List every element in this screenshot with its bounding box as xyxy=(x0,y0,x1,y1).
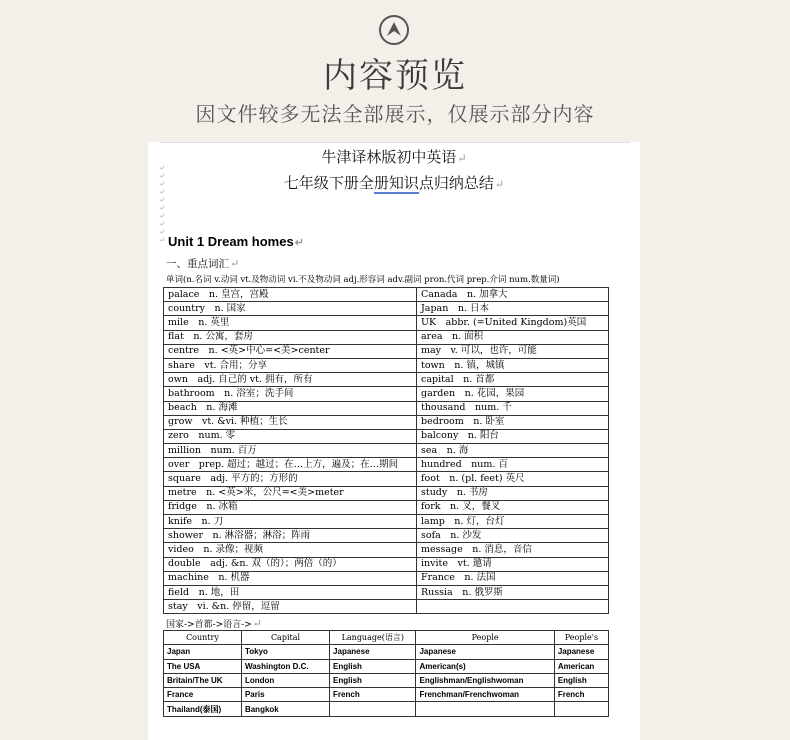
section-heading: 一、重点词汇↵ xyxy=(166,257,240,270)
country-cell: English xyxy=(554,673,608,687)
vocab-cell: sea n. 海 xyxy=(417,444,609,458)
country-row xyxy=(164,688,609,702)
document-title: 牛津译林版初中英语↵ xyxy=(321,148,467,166)
vocab-cell: France n. 法国 xyxy=(417,571,609,585)
vocab-cell xyxy=(417,600,609,614)
country-cell: Japanese xyxy=(416,645,554,659)
vocab-cell: capital n. 首都 xyxy=(417,373,609,387)
country-table xyxy=(163,630,609,717)
country-cell: France xyxy=(164,688,242,702)
vocab-cell: area n. 面积 xyxy=(417,330,609,344)
vocab-cell: beach n. 海滩 xyxy=(164,401,417,415)
country-cell: American xyxy=(554,659,608,673)
page-top-border xyxy=(160,142,630,143)
vocab-cell: study n. 书房 xyxy=(417,486,609,500)
country-cell: The USA xyxy=(164,659,242,673)
vocab-cell: Canada n. 加拿大 xyxy=(417,288,609,302)
vocab-row xyxy=(164,585,609,599)
country-cell: Englishman/Englishwoman xyxy=(416,673,554,687)
chevron-up-circle-icon[interactable] xyxy=(379,15,409,45)
vocab-cell: shower n. 淋浴器；淋浴；阵雨 xyxy=(164,529,417,543)
country-cell xyxy=(416,702,554,716)
vocab-cell: town n. 镇，城镇 xyxy=(417,358,609,372)
country-cell: English xyxy=(330,673,416,687)
country-cell: English xyxy=(330,659,416,673)
vocab-row xyxy=(164,571,609,585)
country-row xyxy=(164,659,609,673)
country-column-header: Capital xyxy=(241,631,329,645)
vocab-cell: hundred num. 百 xyxy=(417,458,609,472)
vocab-row xyxy=(164,330,609,344)
vocab-row xyxy=(164,429,609,443)
paragraph-marks: ↵ ↵ ↵ ↵ ↵ ↵ ↵ ↵ ↵ ↵ xyxy=(159,164,165,244)
vocab-cell: zero num. 零 xyxy=(164,429,417,443)
vocab-cell: country n. 国家 xyxy=(164,302,417,316)
vocab-cell: stay vi. &n. 停留，逗留 xyxy=(164,600,417,614)
vocab-row xyxy=(164,373,609,387)
vocab-cell: foot n. (pl. feet) 英尺 xyxy=(417,472,609,486)
vocab-cell: Russia n. 俄罗斯 xyxy=(417,585,609,599)
vocab-row xyxy=(164,529,609,543)
vocab-cell: lamp n. 灯，台灯 xyxy=(417,515,609,529)
countries-label: 国家->首都->语言->↵ xyxy=(166,617,262,630)
country-cell: Bangkok xyxy=(241,702,329,716)
vocab-cell: sofa n. 沙发 xyxy=(417,529,609,543)
vocab-cell: own adj. 自己的 vt. 拥有，所有 xyxy=(164,373,417,387)
vocab-cell: UK abbr. (=United Kingdom)英国 xyxy=(417,316,609,330)
country-cell: American(s) xyxy=(416,659,554,673)
country-cell: Tokyo xyxy=(241,645,329,659)
vocab-row xyxy=(164,472,609,486)
country-row xyxy=(164,673,609,687)
country-cell: Britain/The UK xyxy=(164,673,242,687)
vocab-cell: fridge n. 冰箱 xyxy=(164,500,417,514)
country-cell xyxy=(554,702,608,716)
part-of-speech-legend: 单词(n.名词 v.动词 vt.及物动词 vi.不及物动词 adj.形容词 adv.副词 pron.代词 prep.介词 num.数量词) xyxy=(166,275,560,285)
vocab-cell: balcony n. 阳台 xyxy=(417,429,609,443)
page-title: 内容预览 xyxy=(323,56,467,96)
vocab-row xyxy=(164,486,609,500)
vocab-row xyxy=(164,557,609,571)
country-row xyxy=(164,645,609,659)
country-cell: Frenchman/Frenchwoman xyxy=(416,688,554,702)
vocab-row xyxy=(164,444,609,458)
vocab-cell: machine n. 机器 xyxy=(164,571,417,585)
vocab-cell: garden n. 花园，果园 xyxy=(417,387,609,401)
vocab-row xyxy=(164,543,609,557)
country-cell: Japanese xyxy=(330,645,416,659)
country-cell: Japanese xyxy=(554,645,608,659)
vocab-cell: flat n. 公寓，套房 xyxy=(164,330,417,344)
country-cell: Thailand(泰国) xyxy=(164,702,242,716)
preview-header xyxy=(0,0,790,140)
vocab-cell: video n. 录像；视频 xyxy=(164,543,417,557)
vocab-cell: palace n. 皇宫，宫殿 xyxy=(164,288,417,302)
vocab-row xyxy=(164,600,609,614)
vocab-row xyxy=(164,500,609,514)
country-cell: Japan xyxy=(164,645,242,659)
vocabulary-table xyxy=(163,287,609,614)
vocab-cell: over prep. 超过；越过；在…上方，遍及；在…期间 xyxy=(164,458,417,472)
vocab-row xyxy=(164,344,609,358)
vocab-row xyxy=(164,401,609,415)
vocab-cell: bathroom n. 浴室；洗手间 xyxy=(164,387,417,401)
document-preview xyxy=(148,142,640,740)
vocab-cell: square adj. 平方的；方形的 xyxy=(164,472,417,486)
country-column-header: People xyxy=(416,631,554,645)
vocab-cell: grow vt. &vi. 种植；生长 xyxy=(164,415,417,429)
page-subtitle: 因文件较多无法全部展示，仅展示部分内容 xyxy=(195,102,595,126)
vocab-row xyxy=(164,387,609,401)
country-row xyxy=(164,702,609,716)
vocab-cell: centre n. <英>中心=<美>center xyxy=(164,344,417,358)
country-column-header: Country xyxy=(164,631,242,645)
vocab-cell: message n. 消息，音信 xyxy=(417,543,609,557)
vocab-cell: bedroom n. 卧室 xyxy=(417,415,609,429)
vocab-cell: metre n. <英>米，公尺=<美>meter xyxy=(164,486,417,500)
vocab-cell: knife n. 刀 xyxy=(164,515,417,529)
vocab-row xyxy=(164,316,609,330)
vocab-row xyxy=(164,458,609,472)
vocab-row xyxy=(164,515,609,529)
country-cell: Paris xyxy=(241,688,329,702)
vocab-cell: thousand num. 千 xyxy=(417,401,609,415)
vocab-cell: Japan n. 日本 xyxy=(417,302,609,316)
vocab-cell: share vt. 合用；分享 xyxy=(164,358,417,372)
vocab-cell: fork n. 叉，餐叉 xyxy=(417,500,609,514)
vocab-row xyxy=(164,358,609,372)
country-cell: French xyxy=(330,688,416,702)
country-cell: London xyxy=(241,673,329,687)
vocab-cell: million num. 百万 xyxy=(164,444,417,458)
unit-heading: Unit 1 Dream homes↵ xyxy=(168,234,304,249)
vocab-row xyxy=(164,288,609,302)
country-column-header: People's xyxy=(554,631,608,645)
country-cell xyxy=(330,702,416,716)
vocab-cell: double adj. &n. 双（的）；两倍（的） xyxy=(164,557,417,571)
vocab-cell: mile n. 英里 xyxy=(164,316,417,330)
vocab-cell: may v. 可以，也许，可能 xyxy=(417,344,609,358)
document-subtitle: 七年级下册全册知识点归纳总结↵ xyxy=(283,174,505,192)
vocab-cell: invite vt. 邀请 xyxy=(417,557,609,571)
country-column-header: Language(语言) xyxy=(330,631,416,645)
vocab-row xyxy=(164,302,609,316)
vocab-row xyxy=(164,415,609,429)
vocab-cell: field n. 地，田 xyxy=(164,585,417,599)
country-cell: Washington D.C. xyxy=(241,659,329,673)
country-cell: French xyxy=(554,688,608,702)
